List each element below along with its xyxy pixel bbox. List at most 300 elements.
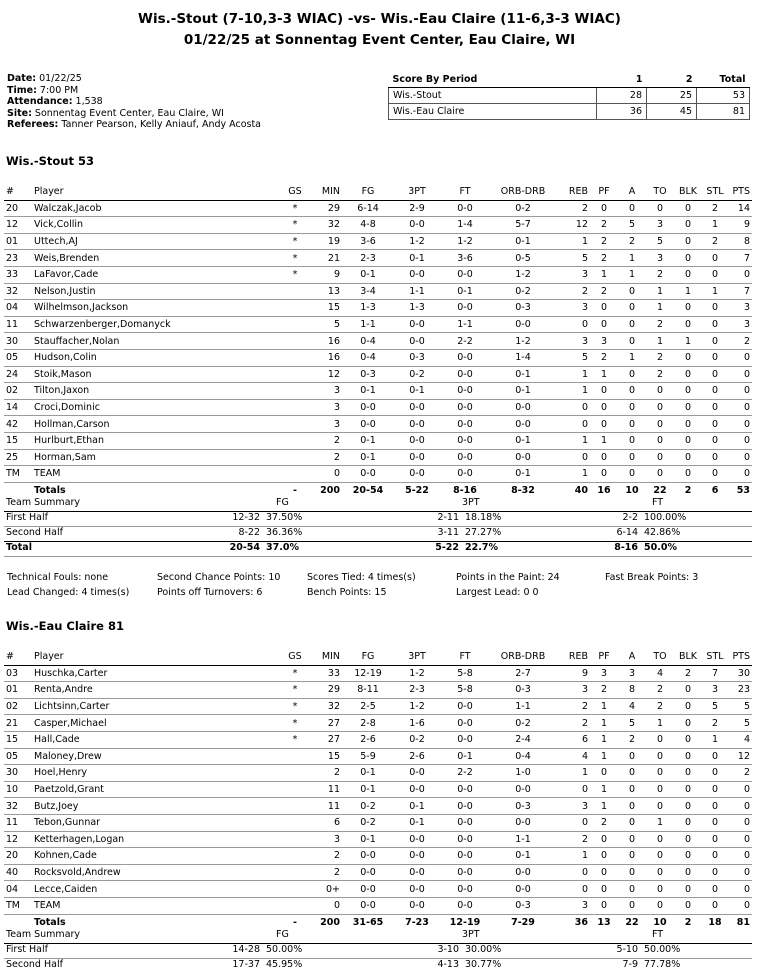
cell-ft: 2-2 bbox=[440, 333, 490, 350]
cell-gs: - bbox=[293, 484, 297, 496]
cell-fg: 2-3 bbox=[342, 250, 394, 267]
cell-stl: 0 bbox=[702, 250, 728, 267]
summary-ft: 2-2 bbox=[622, 512, 638, 523]
cell-gs bbox=[280, 831, 310, 848]
cell-a: 0 bbox=[618, 748, 646, 765]
col-header-pts: PTS bbox=[728, 184, 752, 200]
cell-blk: 0 bbox=[674, 266, 702, 283]
cell-gs: * bbox=[280, 715, 310, 732]
cell-reb: 0 bbox=[556, 881, 590, 898]
cell-gs bbox=[280, 897, 310, 914]
box-score-eau-claire bbox=[4, 649, 752, 930]
cell-a: 8 bbox=[618, 682, 646, 699]
cell-a: 0 bbox=[618, 881, 646, 898]
site-value: Sonnentag Event Center, Eau Claire, WI bbox=[34, 107, 224, 119]
cell-3pt: 1-3 bbox=[394, 300, 440, 317]
cell-gs bbox=[280, 300, 310, 317]
cell-stl: 0 bbox=[702, 383, 728, 400]
game-info bbox=[7, 73, 261, 131]
cell-number: 40 bbox=[4, 864, 32, 881]
points-in-paint: Points in the Paint: 24 bbox=[456, 572, 560, 583]
cell-pts: 0 bbox=[728, 366, 752, 383]
date-label: Date: bbox=[7, 73, 37, 84]
col-header-3pt: 3PT bbox=[394, 184, 440, 200]
cell-ft: 1-4 bbox=[440, 217, 490, 234]
player-row bbox=[4, 848, 752, 865]
cell-stl: 2 bbox=[702, 200, 728, 217]
cell-stl: 0 bbox=[702, 814, 728, 831]
cell-ft: 0-0 bbox=[440, 432, 490, 449]
cell-number: 12 bbox=[4, 217, 32, 234]
cell-min: 2 bbox=[310, 848, 342, 865]
cell-reb: 1 bbox=[556, 383, 590, 400]
cell-min: 200 bbox=[320, 916, 340, 928]
cell-fg: 0-3 bbox=[342, 366, 394, 383]
cell-number: 14 bbox=[4, 399, 32, 416]
cell-player: Uttech,AJ bbox=[32, 233, 280, 250]
cell-a: 0 bbox=[618, 814, 646, 831]
cell-orb-drb: 2-7 bbox=[490, 665, 556, 682]
cell-3pt: 0-0 bbox=[394, 416, 440, 433]
cell-reb: 1 bbox=[556, 366, 590, 383]
cell-fg: 1-3 bbox=[342, 300, 394, 317]
cell-orb-drb: 0-2 bbox=[490, 200, 556, 217]
cell-pf: 0 bbox=[590, 449, 618, 466]
summary-ft-header: FT bbox=[652, 929, 664, 940]
cell-pts: 12 bbox=[728, 748, 752, 765]
player-row bbox=[4, 798, 752, 815]
cell-3pt: 0-0 bbox=[394, 333, 440, 350]
cell-a: 2 bbox=[618, 233, 646, 250]
cell-orb-drb: 1-2 bbox=[490, 266, 556, 283]
cell-pts: 7 bbox=[728, 283, 752, 300]
cell-ft: 12-19 bbox=[449, 916, 481, 928]
player-row bbox=[4, 466, 752, 483]
cell-to: 22 bbox=[653, 484, 667, 496]
cell-pf: 2 bbox=[590, 814, 618, 831]
cell-pts: 14 bbox=[728, 200, 752, 217]
cell-min: 3 bbox=[310, 383, 342, 400]
cell-blk: 2 bbox=[684, 916, 692, 928]
cell-pts: 0 bbox=[728, 399, 752, 416]
cell-orb-drb: 2-4 bbox=[490, 731, 556, 748]
col-header-pts: PTS bbox=[728, 649, 752, 665]
cell-pts: 2 bbox=[728, 333, 752, 350]
summary-3pt-pct: 18.18% bbox=[465, 512, 502, 523]
cell-orb-drb: 1-1 bbox=[490, 831, 556, 848]
cell-fg: 0-0 bbox=[342, 416, 394, 433]
cell-pf: 2 bbox=[590, 217, 618, 234]
cell-min: 6 bbox=[310, 814, 342, 831]
summary-ft-pct: 50.0% bbox=[644, 542, 677, 553]
cell-pf: 1 bbox=[590, 731, 618, 748]
cell-pf: 0 bbox=[590, 300, 618, 317]
cell-to: 1 bbox=[646, 300, 674, 317]
cell-a: 0 bbox=[618, 366, 646, 383]
cell-pf: 0 bbox=[590, 416, 618, 433]
player-row bbox=[4, 383, 752, 400]
player-row bbox=[4, 831, 752, 848]
player-row bbox=[4, 665, 752, 682]
cell-stl: 0 bbox=[702, 416, 728, 433]
cell-3pt: 0-2 bbox=[394, 731, 440, 748]
col-header-number: # bbox=[4, 184, 32, 200]
cell-reb: 36 bbox=[574, 916, 588, 928]
cell-number: 10 bbox=[4, 781, 32, 798]
cell-reb: 5 bbox=[556, 250, 590, 267]
col-header-number: # bbox=[4, 649, 32, 665]
cell-gs bbox=[280, 416, 310, 433]
cell-player: Stoik,Mason bbox=[32, 366, 280, 383]
cell-player: Huschka,Carter bbox=[32, 665, 280, 682]
points-off-turnovers: Points off Turnovers: 6 bbox=[157, 587, 263, 598]
cell-gs bbox=[280, 333, 310, 350]
cell-player: Hudson,Colin bbox=[32, 349, 280, 366]
cell-pts: 0 bbox=[728, 349, 752, 366]
cell-orb-drb: 0-0 bbox=[490, 399, 556, 416]
cell-orb-drb: 0-0 bbox=[490, 316, 556, 333]
cell-blk: 0 bbox=[674, 250, 702, 267]
cell-3pt: 0-0 bbox=[394, 881, 440, 898]
cell-fg: 0-0 bbox=[342, 466, 394, 483]
cell-ft: 0-0 bbox=[440, 200, 490, 217]
cell-reb: 2 bbox=[556, 698, 590, 715]
score-total: 81 bbox=[697, 104, 750, 120]
cell-3pt: 0-0 bbox=[394, 848, 440, 865]
cell-pf: 1 bbox=[590, 798, 618, 815]
cell-reb: 1 bbox=[556, 765, 590, 782]
cell-number: 15 bbox=[4, 731, 32, 748]
cell-ft: 1-2 bbox=[440, 233, 490, 250]
player-row bbox=[4, 864, 752, 881]
cell-number: 03 bbox=[4, 665, 32, 682]
cell-3pt: 0-0 bbox=[394, 449, 440, 466]
cell-reb: 3 bbox=[556, 333, 590, 350]
cell-reb: 1 bbox=[556, 466, 590, 483]
cell-orb-drb: 0-0 bbox=[490, 416, 556, 433]
cell-to: 0 bbox=[646, 383, 674, 400]
cell-stl: 2 bbox=[702, 233, 728, 250]
cell-orb-drb: 0-5 bbox=[490, 250, 556, 267]
summary-fg: 20-54 bbox=[229, 542, 260, 553]
cell-pf: 0 bbox=[590, 399, 618, 416]
summary-fg-pct: 36.36% bbox=[266, 527, 303, 538]
cell-min: 16 bbox=[310, 349, 342, 366]
cell-a: 0 bbox=[618, 864, 646, 881]
col-header-pf: PF bbox=[590, 649, 618, 665]
cell-to: 0 bbox=[646, 864, 674, 881]
score-p2: 45 bbox=[647, 104, 697, 120]
cell-pf: 0 bbox=[590, 897, 618, 914]
cell-blk: 0 bbox=[674, 383, 702, 400]
cell-to: 0 bbox=[646, 432, 674, 449]
cell-orb-drb: 0-0 bbox=[490, 449, 556, 466]
col-header-stl: STL bbox=[702, 649, 728, 665]
cell-reb: 1 bbox=[556, 432, 590, 449]
header-row bbox=[4, 649, 752, 665]
cell-a: 0 bbox=[618, 432, 646, 449]
summary-fg-pct: 45.95% bbox=[266, 959, 303, 970]
cell-pf: 1 bbox=[590, 698, 618, 715]
summary-row-label: Total bbox=[6, 542, 32, 553]
col-header-to: TO bbox=[646, 184, 674, 200]
cell-gs bbox=[280, 383, 310, 400]
cell-orb-drb: 1-0 bbox=[490, 765, 556, 782]
cell-pts: 0 bbox=[728, 432, 752, 449]
cell-reb: 2 bbox=[556, 283, 590, 300]
cell-stl: 0 bbox=[702, 349, 728, 366]
cell-min: 15 bbox=[310, 300, 342, 317]
cell-orb-drb: 0-1 bbox=[490, 466, 556, 483]
cell-reb: 1 bbox=[556, 233, 590, 250]
cell-3pt: 0-0 bbox=[394, 765, 440, 782]
cell-3pt: 5-22 bbox=[405, 484, 429, 496]
cell-number: 23 bbox=[4, 250, 32, 267]
cell-reb: 6 bbox=[556, 731, 590, 748]
cell-gs: * bbox=[280, 731, 310, 748]
summary-row-label: First Half bbox=[6, 944, 48, 955]
cell-to: 0 bbox=[646, 731, 674, 748]
cell-to: 0 bbox=[646, 748, 674, 765]
cell-a: 0 bbox=[618, 316, 646, 333]
bench-points: Bench Points: 15 bbox=[307, 587, 387, 598]
cell-min: 2 bbox=[310, 449, 342, 466]
player-row bbox=[4, 233, 752, 250]
cell-orb-drb: 0-3 bbox=[490, 897, 556, 914]
cell-3pt: 1-1 bbox=[394, 283, 440, 300]
cell-pts: 53 bbox=[736, 484, 750, 496]
col-header-pf: PF bbox=[590, 184, 618, 200]
site-label: Site: bbox=[7, 107, 32, 119]
cell-player: Totals bbox=[34, 484, 66, 496]
summary-row bbox=[4, 943, 752, 959]
cell-min: 16 bbox=[310, 333, 342, 350]
cell-pf: 2 bbox=[590, 682, 618, 699]
cell-to: 2 bbox=[646, 366, 674, 383]
cell-ft: 0-0 bbox=[440, 449, 490, 466]
cell-blk: 0 bbox=[674, 432, 702, 449]
cell-to: 0 bbox=[646, 897, 674, 914]
cell-reb: 0 bbox=[556, 814, 590, 831]
cell-min: 3 bbox=[310, 416, 342, 433]
cell-3pt: 0-0 bbox=[394, 316, 440, 333]
cell-pts: 0 bbox=[728, 466, 752, 483]
cell-ft: 0-0 bbox=[440, 383, 490, 400]
col-header-to: TO bbox=[646, 649, 674, 665]
cell-orb-drb: 7-29 bbox=[511, 916, 535, 928]
cell-stl: 0 bbox=[702, 300, 728, 317]
cell-pts: 4 bbox=[728, 731, 752, 748]
score-p2: 25 bbox=[647, 88, 697, 104]
cell-stl: 0 bbox=[702, 316, 728, 333]
cell-reb: 0 bbox=[556, 864, 590, 881]
summary-3pt: 3-10 bbox=[437, 944, 459, 955]
cell-number: 12 bbox=[4, 831, 32, 848]
cell-number: 21 bbox=[4, 715, 32, 732]
cell-player: Maloney,Drew bbox=[32, 748, 280, 765]
summary-row bbox=[4, 526, 752, 542]
summary-3pt-pct: 22.7% bbox=[465, 542, 498, 553]
cell-blk: 0 bbox=[674, 715, 702, 732]
cell-fg: 0-1 bbox=[342, 449, 394, 466]
cell-stl: 7 bbox=[702, 665, 728, 682]
cell-fg: 1-1 bbox=[342, 316, 394, 333]
cell-gs bbox=[280, 349, 310, 366]
cell-fg: 0-0 bbox=[342, 881, 394, 898]
cell-ft: 3-6 bbox=[440, 250, 490, 267]
col-header-reb: REB bbox=[556, 649, 590, 665]
cell-to: 0 bbox=[646, 848, 674, 865]
cell-pf: 2 bbox=[590, 250, 618, 267]
cell-reb: 3 bbox=[556, 300, 590, 317]
summary-fg-header: FG bbox=[276, 497, 289, 508]
cell-blk: 1 bbox=[674, 333, 702, 350]
cell-player: Lecce,Caiden bbox=[32, 881, 280, 898]
cell-blk: 0 bbox=[674, 831, 702, 848]
cell-number: 30 bbox=[4, 333, 32, 350]
cell-blk: 0 bbox=[674, 765, 702, 782]
cell-min: 29 bbox=[310, 682, 342, 699]
cell-min: 3 bbox=[310, 399, 342, 416]
col-header-fg: FG bbox=[342, 184, 394, 200]
cell-3pt: 0-1 bbox=[394, 383, 440, 400]
cell-player: TEAM bbox=[32, 466, 280, 483]
cell-a: 0 bbox=[618, 283, 646, 300]
referees-value: Tanner Pearson, Kelly Aniauf, Andy Acosta bbox=[61, 119, 262, 130]
cell-orb-drb: 0-1 bbox=[490, 233, 556, 250]
summary-fg: 8-22 bbox=[238, 527, 260, 538]
cell-number: 32 bbox=[4, 283, 32, 300]
player-row bbox=[4, 200, 752, 217]
cell-a: 0 bbox=[618, 200, 646, 217]
cell-stl: 0 bbox=[702, 848, 728, 865]
cell-reb: 5 bbox=[556, 349, 590, 366]
cell-gs bbox=[280, 366, 310, 383]
cell-reb: 0 bbox=[556, 399, 590, 416]
cell-to: 2 bbox=[646, 316, 674, 333]
summary-fg: 17-37 bbox=[232, 959, 260, 970]
col-header-ft: FT bbox=[440, 649, 490, 665]
cell-stl: 0 bbox=[702, 781, 728, 798]
summary-fg: 12-32 bbox=[232, 512, 260, 523]
cell-min: 12 bbox=[310, 366, 342, 383]
cell-3pt: 2-6 bbox=[394, 748, 440, 765]
cell-player: Hall,Cade bbox=[32, 731, 280, 748]
cell-player: Paetzold,Grant bbox=[32, 781, 280, 798]
cell-blk: 0 bbox=[674, 349, 702, 366]
cell-min: 200 bbox=[320, 484, 340, 496]
cell-ft: 0-0 bbox=[440, 897, 490, 914]
cell-blk: 0 bbox=[674, 897, 702, 914]
cell-a: 0 bbox=[618, 765, 646, 782]
cell-blk: 0 bbox=[674, 848, 702, 865]
summary-ft: 8-16 bbox=[614, 542, 638, 553]
player-row bbox=[4, 731, 752, 748]
cell-stl: 0 bbox=[702, 897, 728, 914]
cell-pts: 0 bbox=[728, 881, 752, 898]
cell-blk: 0 bbox=[674, 798, 702, 815]
cell-reb: 4 bbox=[556, 748, 590, 765]
cell-3pt: 2-3 bbox=[394, 682, 440, 699]
cell-stl: 0 bbox=[702, 748, 728, 765]
cell-a: 22 bbox=[625, 916, 639, 928]
cell-pts: 0 bbox=[728, 383, 752, 400]
cell-3pt: 0-0 bbox=[394, 399, 440, 416]
cell-orb-drb: 0-0 bbox=[490, 881, 556, 898]
cell-to: 0 bbox=[646, 416, 674, 433]
cell-gs bbox=[280, 798, 310, 815]
cell-3pt: 0-2 bbox=[394, 366, 440, 383]
period-2-header: 2 bbox=[647, 72, 697, 88]
cell-fg: 4-8 bbox=[342, 217, 394, 234]
cell-pts: 3 bbox=[728, 316, 752, 333]
cell-gs bbox=[280, 848, 310, 865]
cell-gs bbox=[280, 449, 310, 466]
cell-pts: 2 bbox=[728, 765, 752, 782]
cell-to: 2 bbox=[646, 698, 674, 715]
cell-to: 3 bbox=[646, 250, 674, 267]
cell-stl: 1 bbox=[702, 283, 728, 300]
cell-stl: 0 bbox=[702, 864, 728, 881]
cell-stl: 18 bbox=[708, 916, 722, 928]
cell-to: 1 bbox=[646, 283, 674, 300]
score-row-stout bbox=[389, 88, 750, 104]
cell-gs bbox=[280, 748, 310, 765]
cell-a: 10 bbox=[625, 484, 639, 496]
cell-to: 4 bbox=[646, 665, 674, 682]
cell-orb-drb: 1-2 bbox=[490, 333, 556, 350]
cell-player: Ketterhagen,Logan bbox=[32, 831, 280, 848]
cell-stl: 0 bbox=[702, 765, 728, 782]
cell-ft: 0-0 bbox=[440, 416, 490, 433]
cell-pts: 7 bbox=[728, 250, 752, 267]
cell-min: 5 bbox=[310, 316, 342, 333]
attendance-value: 1,538 bbox=[75, 96, 103, 107]
cell-gs: * bbox=[280, 233, 310, 250]
col-header-a: A bbox=[618, 184, 646, 200]
cell-3pt: 0-0 bbox=[394, 864, 440, 881]
cell-pf: 1 bbox=[590, 748, 618, 765]
cell-number: 05 bbox=[4, 748, 32, 765]
cell-stl: 1 bbox=[702, 731, 728, 748]
cell-ft: 0-0 bbox=[440, 349, 490, 366]
cell-min: 33 bbox=[310, 665, 342, 682]
cell-pf: 0 bbox=[590, 864, 618, 881]
cell-gs: * bbox=[280, 250, 310, 267]
period-total-header: Total bbox=[697, 72, 750, 88]
cell-3pt: 0-1 bbox=[394, 798, 440, 815]
cell-min: 15 bbox=[310, 748, 342, 765]
cell-fg: 5-9 bbox=[342, 748, 394, 765]
cell-player: Tilton,Jaxon bbox=[32, 383, 280, 400]
summary-row-label: Second Half bbox=[6, 959, 63, 970]
cell-blk: 0 bbox=[674, 781, 702, 798]
cell-reb: 3 bbox=[556, 798, 590, 815]
lead-changed: Lead Changed: 4 times(s) bbox=[7, 587, 130, 598]
cell-blk: 0 bbox=[674, 399, 702, 416]
cell-stl: 1 bbox=[702, 217, 728, 234]
cell-3pt: 0-3 bbox=[394, 349, 440, 366]
cell-stl: 0 bbox=[702, 466, 728, 483]
time-value: 7:00 PM bbox=[39, 84, 79, 96]
cell-ft: 8-16 bbox=[453, 484, 477, 496]
player-row bbox=[4, 748, 752, 765]
cell-orb-drb: 0-0 bbox=[490, 864, 556, 881]
cell-a: 0 bbox=[618, 781, 646, 798]
cell-fg: 0-1 bbox=[342, 765, 394, 782]
cell-stl: 0 bbox=[702, 831, 728, 848]
cell-reb: 3 bbox=[556, 682, 590, 699]
